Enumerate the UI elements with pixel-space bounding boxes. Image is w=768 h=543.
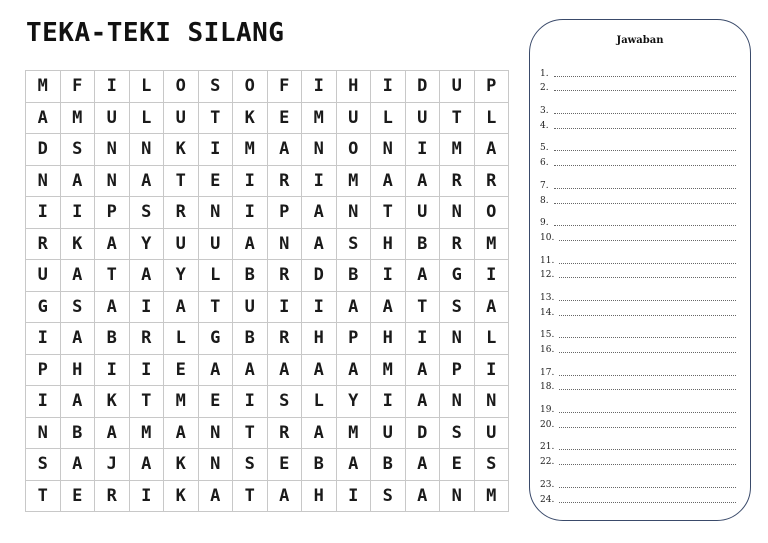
grid-cell[interactable]: I: [405, 134, 440, 166]
grid-cell[interactable]: N: [440, 480, 475, 512]
answer-number: 4.: [540, 120, 549, 131]
grid-cell[interactable]: U: [95, 102, 130, 134]
grid-cell[interactable]: R: [267, 165, 302, 197]
grid-cell[interactable]: L: [129, 71, 164, 103]
grid-cell[interactable]: E: [164, 354, 199, 386]
grid-cell[interactable]: O: [164, 71, 199, 103]
answer-blank[interactable]: [554, 90, 736, 91]
grid-cell[interactable]: K: [164, 480, 199, 512]
answer-number: 2.: [540, 83, 549, 94]
grid-cell[interactable]: S: [440, 417, 475, 449]
answer-blank[interactable]: [559, 263, 736, 264]
answer-number: 18.: [540, 382, 555, 393]
answer-blank[interactable]: [554, 165, 736, 166]
answer-number: 7.: [540, 180, 549, 191]
grid-cell[interactable]: A: [60, 323, 95, 355]
grid-cell[interactable]: F: [60, 71, 95, 103]
answer-blank[interactable]: [559, 412, 736, 413]
answer-line[interactable]: [540, 473, 736, 492]
answer-line[interactable]: [540, 436, 736, 455]
grid-cell[interactable]: I: [474, 260, 509, 292]
grid-cell[interactable]: E: [60, 480, 95, 512]
answer-number: 9.: [540, 218, 549, 229]
grid-cell[interactable]: A: [405, 480, 440, 512]
grid-cell[interactable]: I: [405, 323, 440, 355]
grid-cell[interactable]: A: [474, 291, 509, 323]
grid-cell[interactable]: N: [336, 197, 371, 229]
grid-cell[interactable]: T: [129, 386, 164, 418]
answer-number: 14.: [540, 307, 555, 318]
answer-blank[interactable]: [559, 464, 736, 465]
answer-line[interactable]: [540, 137, 736, 156]
grid-cell[interactable]: B: [405, 228, 440, 260]
answer-number: 17.: [540, 367, 555, 378]
grid-cell[interactable]: M: [336, 417, 371, 449]
grid-cell[interactable]: I: [371, 71, 406, 103]
answer-number: 12.: [540, 270, 555, 281]
grid-cell[interactable]: A: [336, 449, 371, 481]
grid-cell[interactable]: A: [129, 260, 164, 292]
grid-cell[interactable]: H: [60, 354, 95, 386]
grid-cell[interactable]: N: [198, 417, 233, 449]
grid-cell[interactable]: B: [233, 323, 268, 355]
answer-line[interactable]: [540, 417, 736, 436]
grid-cell[interactable]: I: [267, 291, 302, 323]
grid-cell[interactable]: U: [440, 71, 475, 103]
answer-blank[interactable]: [554, 113, 736, 114]
grid-row: [26, 291, 509, 323]
grid-row: [26, 480, 509, 512]
grid-cell[interactable]: F: [267, 71, 302, 103]
grid-cell[interactable]: P: [267, 197, 302, 229]
grid-cell[interactable]: R: [26, 228, 61, 260]
grid-cell[interactable]: K: [60, 228, 95, 260]
grid-cell[interactable]: B: [302, 449, 337, 481]
grid-cell[interactable]: D: [26, 134, 61, 166]
grid-cell[interactable]: I: [198, 134, 233, 166]
page-title: TEKA-TEKI SILANG: [26, 18, 285, 48]
answer-blank[interactable]: [559, 487, 736, 488]
grid-cell[interactable]: N: [95, 134, 130, 166]
grid-cell[interactable]: N: [129, 134, 164, 166]
grid-cell[interactable]: I: [371, 260, 406, 292]
grid-cell[interactable]: I: [233, 197, 268, 229]
answer-line[interactable]: [540, 249, 736, 268]
grid-cell[interactable]: N: [26, 165, 61, 197]
grid-cell[interactable]: L: [129, 102, 164, 134]
answer-number: 11.: [540, 255, 555, 266]
grid-cell[interactable]: A: [371, 165, 406, 197]
answer-line[interactable]: [540, 230, 736, 249]
grid-cell[interactable]: K: [164, 449, 199, 481]
grid-cell[interactable]: Y: [164, 260, 199, 292]
answer-number: 8.: [540, 195, 549, 206]
grid-row: [26, 417, 509, 449]
answer-blank[interactable]: [559, 502, 736, 503]
answer-number: 3.: [540, 106, 549, 117]
grid-row: [26, 165, 509, 197]
grid-cell[interactable]: I: [129, 480, 164, 512]
grid-cell[interactable]: A: [405, 449, 440, 481]
word-search-grid: [25, 70, 509, 512]
answer-number: 23.: [540, 479, 555, 490]
answer-line[interactable]: [540, 81, 736, 100]
grid-cell[interactable]: Y: [336, 386, 371, 418]
grid-cell[interactable]: A: [336, 291, 371, 323]
answer-blank[interactable]: [559, 352, 736, 353]
answer-line[interactable]: [540, 380, 736, 399]
grid-cell[interactable]: A: [95, 417, 130, 449]
grid-cell[interactable]: K: [233, 102, 268, 134]
answers-heading: Jawaban: [616, 35, 664, 46]
grid-cell[interactable]: M: [233, 134, 268, 166]
grid-row: [26, 102, 509, 134]
grid-cell[interactable]: B: [233, 260, 268, 292]
grid-cell[interactable]: R: [164, 197, 199, 229]
grid-cell[interactable]: A: [405, 165, 440, 197]
grid-cell[interactable]: S: [26, 449, 61, 481]
answer-blank[interactable]: [554, 76, 736, 77]
grid-cell[interactable]: E: [198, 165, 233, 197]
grid-cell[interactable]: U: [336, 102, 371, 134]
grid-cell[interactable]: S: [129, 197, 164, 229]
grid-cell[interactable]: B: [371, 449, 406, 481]
answer-blank[interactable]: [559, 427, 736, 428]
grid-cell[interactable]: D: [302, 260, 337, 292]
grid-cell[interactable]: U: [198, 228, 233, 260]
grid-cell[interactable]: A: [267, 354, 302, 386]
grid-row: [26, 134, 509, 166]
grid-cell[interactable]: A: [474, 134, 509, 166]
grid-row: [26, 323, 509, 355]
grid-cell[interactable]: B: [336, 260, 371, 292]
grid-row: [26, 449, 509, 481]
answer-line[interactable]: [540, 324, 736, 343]
answer-line[interactable]: [540, 212, 736, 231]
grid-row: [26, 260, 509, 292]
grid-cell[interactable]: A: [129, 165, 164, 197]
grid-cell[interactable]: P: [95, 197, 130, 229]
grid-cell[interactable]: T: [440, 102, 475, 134]
answer-blank[interactable]: [554, 225, 736, 226]
grid-cell[interactable]: R: [440, 165, 475, 197]
answer-blank[interactable]: [559, 315, 736, 316]
answer-line[interactable]: [540, 286, 736, 305]
grid-cell[interactable]: B: [95, 323, 130, 355]
grid-cell[interactable]: M: [336, 165, 371, 197]
grid-cell[interactable]: M: [371, 354, 406, 386]
grid-cell[interactable]: N: [440, 197, 475, 229]
grid-cell[interactable]: M: [474, 480, 509, 512]
grid-cell[interactable]: A: [302, 197, 337, 229]
grid-cell[interactable]: U: [371, 417, 406, 449]
grid-cell[interactable]: N: [198, 449, 233, 481]
grid-cell[interactable]: N: [267, 228, 302, 260]
grid-cell[interactable]: I: [60, 197, 95, 229]
grid-cell[interactable]: A: [302, 354, 337, 386]
grid-cell[interactable]: I: [95, 354, 130, 386]
answer-blank[interactable]: [559, 337, 736, 338]
grid-cell[interactable]: A: [60, 260, 95, 292]
answer-line[interactable]: [540, 342, 736, 361]
grid-cell[interactable]: N: [474, 386, 509, 418]
grid-cell[interactable]: M: [26, 71, 61, 103]
grid-cell[interactable]: M: [474, 228, 509, 260]
grid-cell[interactable]: U: [405, 102, 440, 134]
grid-cell[interactable]: P: [440, 354, 475, 386]
grid-cell[interactable]: E: [440, 449, 475, 481]
grid-cell[interactable]: H: [336, 71, 371, 103]
grid-cell[interactable]: A: [405, 354, 440, 386]
grid-cell[interactable]: B: [60, 417, 95, 449]
grid-cell[interactable]: A: [198, 354, 233, 386]
grid-cell[interactable]: O: [233, 71, 268, 103]
grid-cell[interactable]: A: [302, 228, 337, 260]
grid-cell[interactable]: S: [267, 386, 302, 418]
grid-cell[interactable]: A: [95, 291, 130, 323]
grid-cell[interactable]: L: [474, 323, 509, 355]
grid-cell[interactable]: S: [371, 480, 406, 512]
grid-cell[interactable]: K: [164, 134, 199, 166]
answers-list: [540, 62, 736, 511]
grid-cell[interactable]: L: [371, 102, 406, 134]
grid-cell[interactable]: I: [26, 323, 61, 355]
grid-cell[interactable]: N: [440, 323, 475, 355]
answer-blank[interactable]: [554, 150, 736, 151]
answer-line[interactable]: [540, 454, 736, 473]
grid-cell[interactable]: A: [302, 417, 337, 449]
grid-cell[interactable]: H: [371, 323, 406, 355]
grid-cell[interactable]: A: [129, 449, 164, 481]
grid-cell[interactable]: T: [233, 480, 268, 512]
grid-cell[interactable]: T: [405, 291, 440, 323]
answer-blank[interactable]: [559, 389, 736, 390]
grid-cell[interactable]: D: [405, 417, 440, 449]
grid-cell[interactable]: U: [233, 291, 268, 323]
grid-cell[interactable]: S: [336, 228, 371, 260]
grid-cell[interactable]: I: [302, 291, 337, 323]
answer-number: 24.: [540, 494, 555, 505]
grid-cell[interactable]: M: [440, 134, 475, 166]
grid-cell[interactable]: A: [233, 228, 268, 260]
answer-line[interactable]: [540, 268, 736, 287]
grid-cell[interactable]: G: [26, 291, 61, 323]
grid-cell[interactable]: K: [95, 386, 130, 418]
answers-panel: [529, 19, 751, 521]
grid-cell[interactable]: T: [95, 260, 130, 292]
grid-cell[interactable]: R: [267, 323, 302, 355]
grid-cell[interactable]: T: [233, 417, 268, 449]
grid-cell[interactable]: E: [198, 386, 233, 418]
grid-cell[interactable]: E: [267, 449, 302, 481]
grid-row: [26, 228, 509, 260]
grid-cell[interactable]: O: [336, 134, 371, 166]
grid-cell[interactable]: I: [302, 165, 337, 197]
grid-cell[interactable]: I: [302, 71, 337, 103]
answer-line[interactable]: [540, 361, 736, 380]
answer-line[interactable]: [540, 492, 736, 511]
grid-cell[interactable]: L: [198, 260, 233, 292]
answer-blank[interactable]: [554, 203, 736, 204]
grid-cell[interactable]: A: [60, 165, 95, 197]
grid-cell[interactable]: A: [60, 449, 95, 481]
grid-cell[interactable]: S: [474, 449, 509, 481]
answer-blank[interactable]: [559, 300, 736, 301]
grid-cell[interactable]: A: [371, 291, 406, 323]
grid-cell[interactable]: Y: [129, 228, 164, 260]
grid-cell[interactable]: S: [198, 71, 233, 103]
grid-cell[interactable]: R: [129, 323, 164, 355]
grid-cell[interactable]: H: [302, 480, 337, 512]
answer-number: 1.: [540, 68, 549, 79]
answer-number: 13.: [540, 292, 555, 303]
grid-cell[interactable]: L: [302, 386, 337, 418]
answer-number: 16.: [540, 345, 555, 355]
answer-number: 20.: [540, 419, 555, 430]
grid-cell[interactable]: M: [164, 386, 199, 418]
grid-cell[interactable]: I: [233, 165, 268, 197]
grid-cell[interactable]: S: [60, 291, 95, 323]
grid-cell[interactable]: S: [233, 449, 268, 481]
grid-row: [26, 197, 509, 229]
grid-cell[interactable]: L: [164, 323, 199, 355]
grid-cell[interactable]: P: [26, 354, 61, 386]
grid-cell[interactable]: I: [26, 386, 61, 418]
grid-cell[interactable]: J: [95, 449, 130, 481]
answer-line[interactable]: [540, 193, 736, 212]
grid-cell[interactable]: O: [474, 197, 509, 229]
grid-cell[interactable]: E: [267, 102, 302, 134]
grid-cell[interactable]: N: [95, 165, 130, 197]
grid-cell[interactable]: I: [129, 354, 164, 386]
answer-number: 15.: [540, 330, 555, 341]
grid-cell[interactable]: R: [267, 260, 302, 292]
grid-cell[interactable]: P: [336, 323, 371, 355]
grid-row: [26, 386, 509, 418]
answer-number: 6.: [540, 158, 549, 169]
grid-cell[interactable]: A: [164, 291, 199, 323]
grid-cell[interactable]: U: [405, 197, 440, 229]
grid-cell[interactable]: A: [405, 260, 440, 292]
grid-cell[interactable]: T: [26, 480, 61, 512]
grid-cell[interactable]: S: [440, 291, 475, 323]
grid-cell[interactable]: A: [267, 480, 302, 512]
grid-cell[interactable]: N: [26, 417, 61, 449]
grid-cell[interactable]: N: [371, 134, 406, 166]
grid-cell[interactable]: T: [198, 291, 233, 323]
answer-number: 22.: [540, 457, 555, 468]
answer-blank[interactable]: [554, 128, 736, 129]
grid-cell[interactable]: I: [26, 197, 61, 229]
grid-cell[interactable]: T: [164, 165, 199, 197]
grid-cell[interactable]: I: [336, 480, 371, 512]
grid-cell[interactable]: M: [129, 417, 164, 449]
grid-cell[interactable]: H: [302, 323, 337, 355]
answer-line[interactable]: [540, 99, 736, 118]
grid-cell[interactable]: R: [267, 417, 302, 449]
grid-cell[interactable]: A: [60, 386, 95, 418]
grid-cell[interactable]: A: [198, 480, 233, 512]
grid-cell[interactable]: G: [198, 323, 233, 355]
answer-line[interactable]: [540, 155, 736, 174]
answer-blank[interactable]: [559, 240, 736, 241]
answer-line[interactable]: [540, 118, 736, 137]
answer-number: 10.: [540, 232, 555, 243]
grid-cell[interactable]: A: [405, 386, 440, 418]
grid-row: [26, 71, 509, 103]
grid-cell[interactable]: A: [336, 354, 371, 386]
answer-line[interactable]: [540, 174, 736, 193]
answer-line[interactable]: [540, 62, 736, 81]
grid-cell[interactable]: M: [60, 102, 95, 134]
grid-cell[interactable]: A: [26, 102, 61, 134]
grid-cell[interactable]: N: [440, 386, 475, 418]
answer-number: 5.: [540, 143, 549, 154]
grid-cell[interactable]: M: [302, 102, 337, 134]
grid-cell[interactable]: P: [474, 71, 509, 103]
grid-cell[interactable]: R: [440, 228, 475, 260]
answer-number: 21.: [540, 442, 555, 453]
grid-cell[interactable]: I: [371, 386, 406, 418]
grid-cell[interactable]: R: [474, 165, 509, 197]
answer-blank[interactable]: [554, 188, 736, 189]
answer-number: 19.: [540, 405, 555, 416]
grid-cell[interactable]: U: [474, 417, 509, 449]
answer-blank[interactable]: [559, 277, 736, 278]
grid-cell[interactable]: L: [474, 102, 509, 134]
grid-cell[interactable]: S: [60, 134, 95, 166]
answer-blank[interactable]: [559, 449, 736, 450]
grid-cell[interactable]: H: [371, 228, 406, 260]
grid-cell[interactable]: R: [95, 480, 130, 512]
grid-cell[interactable]: U: [26, 260, 61, 292]
grid-cell[interactable]: U: [164, 102, 199, 134]
grid-cell[interactable]: G: [440, 260, 475, 292]
grid-cell[interactable]: T: [198, 102, 233, 134]
grid-cell[interactable]: I: [129, 291, 164, 323]
grid-cell[interactable]: I: [95, 71, 130, 103]
grid-cell[interactable]: I: [233, 386, 268, 418]
grid-cell[interactable]: U: [164, 228, 199, 260]
grid-cell[interactable]: A: [164, 417, 199, 449]
answer-line[interactable]: [540, 398, 736, 417]
grid-cell[interactable]: D: [405, 71, 440, 103]
grid-cell[interactable]: A: [233, 354, 268, 386]
grid-cell[interactable]: N: [302, 134, 337, 166]
answer-blank[interactable]: [559, 375, 736, 376]
grid-cell[interactable]: I: [474, 354, 509, 386]
grid-cell[interactable]: A: [267, 134, 302, 166]
grid-cell[interactable]: T: [371, 197, 406, 229]
grid-row: [26, 354, 509, 386]
grid-cell[interactable]: N: [198, 197, 233, 229]
grid-cell[interactable]: A: [95, 228, 130, 260]
answer-line[interactable]: [540, 305, 736, 324]
